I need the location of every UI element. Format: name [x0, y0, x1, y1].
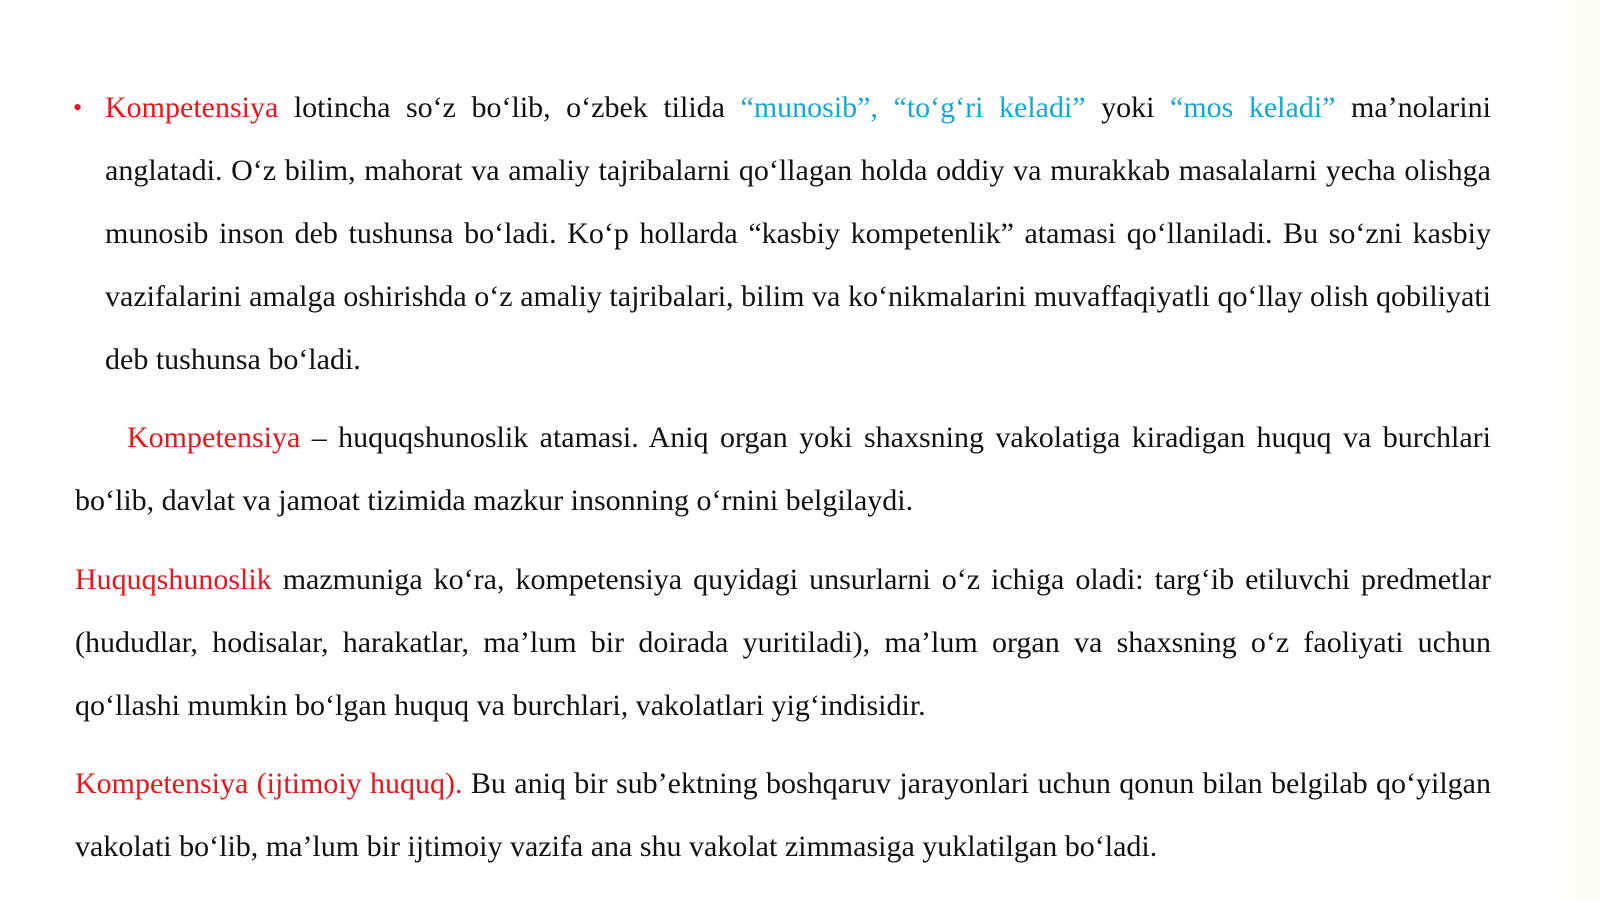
- quoted-meaning-mos: “mos keladi”: [1170, 91, 1336, 124]
- paragraph-text: Bu aniq bir sub’ektning boshqaruv jarayonlari uchun qonun bilan belgilab qo‘yilgan vakolati bo‘lib, ma’lum bir ijtimoiy vazifa ana shu vakolat zimmasiga yuklatilgan bo‘ladi.: [75, 767, 1491, 863]
- paragraph-text: – huquqshunoslik atamasi. Aniq organ yoki shaxsning vakolatiga kiradigan huquq va burchlari bo‘lib, davlat va jamoat tizimida mazkur insonning o‘rnini belgilaydi.: [75, 421, 1491, 517]
- paragraph-legal-term: [75, 406, 1491, 532]
- paragraph-competence-definition: [75, 76, 1491, 391]
- paragraph-jurisprudence: [75, 548, 1491, 737]
- paragraph-text: yoki: [1085, 91, 1171, 124]
- paragraph-text: mazmuniga ko‘ra, kompetensiya quyidagi unsurlarni o‘z ichiga oladi: targ‘ib etiluvchi predmetlar (hududlar, hodisalar, harakatlar, ma’lum bir doirada yuritiladi), ma’lum organ va shaxsning o‘z faoliyati uchun qo‘llashi mumkin bo‘lgan huquq va burchlari, vakolatlari yig‘indisidir.: [75, 563, 1491, 722]
- term-huquqshunoslik: Huquqshunoslik: [75, 563, 272, 596]
- term-kompetensiya-ijtimoiy: Kompetensiya (ijtimoiy huquq).: [75, 767, 463, 800]
- term-kompetensiya: Kompetensiya: [127, 421, 301, 454]
- slide-edge-decoration: [1530, 0, 1600, 899]
- paragraph-text: lotincha so‘z bo‘lib, o‘zbek tilida: [278, 91, 741, 124]
- term-kompetensiya: Kompetensiya: [105, 91, 279, 124]
- quoted-meanings: “munosib”, “to‘g‘ri keladi”: [740, 91, 1086, 124]
- paragraph-text: ma’nolarini anglatadi. O‘z bilim, mahorat va amaliy tajribalarni qo‘llagan holda oddiy va murakkab masalalarni yecha olishga munosib inson deb tushunsa bo‘ladi. Ko‘p hollarda “kasbiy kompetenlik” atamasi qo‘llaniladi. Bu so‘zni kasbiy vazifalarini amalga oshirishda o‘z amaliy tajribalari, bilim va ko‘nikmalarini muvaffaqiyatli qo‘llay olish qobiliyati deb tushunsa bo‘ladi.: [105, 91, 1491, 376]
- paragraph-social-law: [75, 752, 1491, 878]
- bullet-icon: •: [73, 93, 83, 122]
